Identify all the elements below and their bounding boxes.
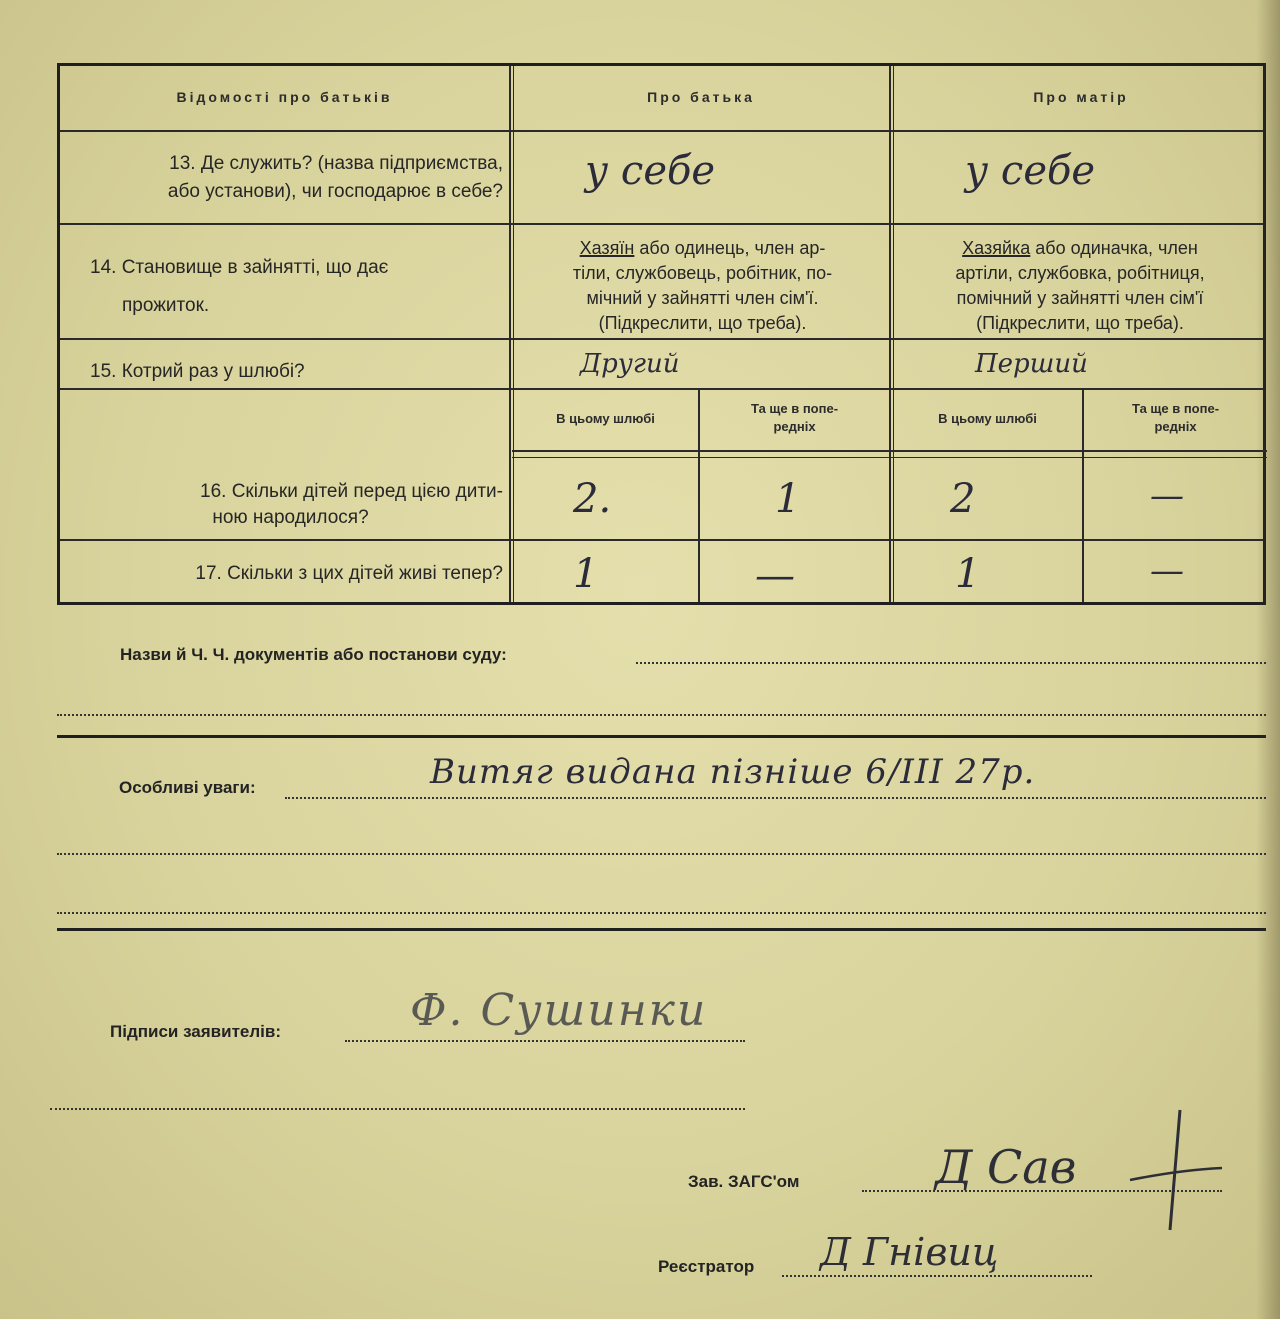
documents-fill-line-2 <box>57 714 1266 716</box>
zags-head-label: Зав. ЗАГС'ом <box>688 1172 800 1191</box>
zags-head-signature-flourish <box>0 0 1 1</box>
applicants-signature: Ф. Сушинки <box>410 985 708 1036</box>
col-divider <box>513 66 514 602</box>
q17-father-this-value: 1 <box>573 551 599 597</box>
parents-info-table <box>57 63 1266 605</box>
q14-father-line3: мічний у зайнятті член сім'ї. <box>586 288 819 308</box>
q16-father-this-value: 2. <box>573 476 612 522</box>
row-divider <box>60 338 1263 340</box>
documents-fill-line <box>636 662 1266 664</box>
notes-handwritten: Витяг видана пізніше 6/III 27р. <box>430 752 1036 792</box>
q13-line1: 13. Де служить? (назва підприємства, <box>169 153 503 174</box>
q14-mother-line2: артіли, службовка, робітниця, <box>955 263 1205 283</box>
q14-mother-underlined-choice: Хазяйка <box>962 238 1031 258</box>
notes-fill-line-2 <box>57 853 1266 855</box>
notes-label: Особливі уваги: <box>119 778 256 797</box>
registrar-fill-line <box>782 1275 1092 1277</box>
header-father: Про батька <box>647 89 755 105</box>
q16-mother-prev-header-line1: Та ще в попе- <box>1131 401 1220 416</box>
q17-mother-prev-value: — <box>1150 551 1184 591</box>
header-parents-info: Відомості про батьків <box>176 89 393 105</box>
q14-line1: 14. Становище в зайнятті, що дає <box>90 257 389 278</box>
q15-mother-answer: Перший <box>975 349 1088 379</box>
col-divider <box>893 66 894 602</box>
q16-father-prev-header-line2: редніх <box>773 419 816 434</box>
applicants-fill-line <box>345 1040 745 1042</box>
q15-father-answer: Другий <box>580 349 680 379</box>
row-divider <box>60 223 1263 225</box>
q17-father-prev-value: — <box>755 553 795 599</box>
applicants-fill-line-2 <box>50 1108 745 1110</box>
q16-father-prev-value: 1 <box>775 476 801 522</box>
q13-father-answer: у себе <box>585 148 716 194</box>
col-divider <box>889 66 891 602</box>
q13-mother-answer: у себе <box>965 148 1096 194</box>
applicants-label: Підписи заявителів: <box>110 1022 281 1041</box>
q16-line1: 16. Скільки дітей перед цією дити- <box>200 481 503 502</box>
notes-fill-line-3 <box>57 912 1266 914</box>
header-mother: Про матір <box>1033 89 1129 105</box>
q16-mother-prev-value: — <box>1150 476 1184 516</box>
section-divider <box>57 735 1266 738</box>
q14-line2: прожиток. <box>122 295 210 316</box>
q16-father-this-header: В цьому шлюбі <box>556 411 655 426</box>
registrar-label: Реєстратор <box>658 1257 755 1276</box>
q14-mother-line3: помічний у зайнятті член сім'ї <box>956 288 1204 308</box>
q16-father-prev-header-line1: Та ще в попе- <box>750 401 839 416</box>
notes-fill-line <box>285 797 1266 799</box>
q14-mother-line1: або одиначка, член <box>1030 238 1198 258</box>
section-divider <box>57 928 1266 931</box>
col-divider <box>509 66 511 602</box>
q14-father-line2: тіли, службовець, робітник, по- <box>572 263 833 283</box>
q16-mother-this-value: 2 <box>950 476 976 522</box>
q14-father-line1: або одинець, член ар- <box>634 238 826 258</box>
q15-question: 15. Котрий раз у шлюбі? <box>90 361 305 382</box>
q17-question: 17. Скільки з цих дітей живі тепер? <box>195 563 503 584</box>
documents-label: Назви й Ч. Ч. документів або постанови суду: <box>120 645 507 664</box>
row-divider <box>60 130 1263 132</box>
q14-father-line4: (Підкреслити, що треба). <box>598 313 807 333</box>
q16-mother-prev-header <box>1084 400 1267 436</box>
page-edge-shadow <box>1256 0 1280 1319</box>
q16-father-prev-header <box>700 400 889 436</box>
zags-head-signature: Д Сав <box>935 1140 1077 1194</box>
q16-mother-this-header: В цьому шлюбі <box>938 411 1037 426</box>
q14-mother-line4: (Підкреслити, що треба). <box>976 313 1184 333</box>
q13-line2: або установи), чи господарює в себе? <box>167 181 503 202</box>
q14-mother-options <box>905 236 1255 336</box>
q17-mother-this-value: 1 <box>955 551 981 597</box>
q14-father-underlined-choice: Хазяїн <box>579 238 635 258</box>
registrar-signature: Д Гнівиц <box>820 1230 999 1274</box>
q14-father-options <box>530 236 875 336</box>
q16-mother-prev-header-line2: редніх <box>1154 419 1197 434</box>
q16-line2: ною народилося? <box>212 507 369 528</box>
